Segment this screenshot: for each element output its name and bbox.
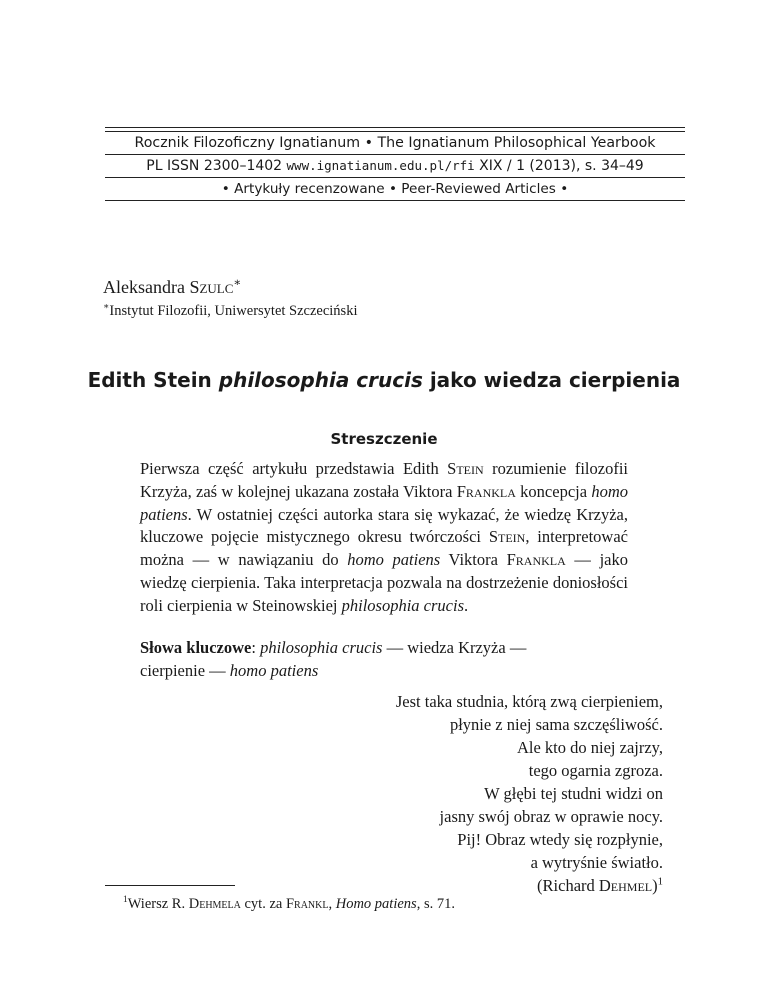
abstract-name: Frankla [506,550,566,570]
header-bottom-rule [105,200,685,201]
footnote-name: Dehmela [188,896,241,912]
abstract-name: Stein [447,459,484,478]
affiliation-mark: ∗ [103,302,110,313]
abstract-text: . W ostatniej części autorka stara się wykazać, że wiedzę Krzyża, kluczowe pojęcie mistycznego okresu twórczości [140,504,628,547]
footnote-rule [105,885,235,886]
footnote-text: Wiersz R. [127,896,189,912]
abstract-text: . [464,595,469,615]
poem-line: Ale kto do niej zajrzy, [516,738,663,757]
abstract-term: homo patiens [140,481,628,524]
title-part2: jako wiedza cierpienia [422,368,681,392]
author-name [103,277,241,298]
affiliation-text: Instytut Filozofii, Uniwersytet Szczeciński [109,303,358,319]
poem-line: tego ogarnia zgroza. [528,761,663,780]
journal-name-line: Rocznik Filozoficzny Ignatianum • The Ignatianum Philosophical Yearbook [134,135,656,151]
poem-line: a wytryśnie światło. [530,853,663,872]
journal-header [105,127,685,201]
keywords-label: Słowa kluczowe [140,638,252,657]
keywords [140,637,628,683]
issn: PL ISSN 2300–1402 [146,158,283,174]
abstract-text: Pierwsza część artykułu przedstawia Edith [140,459,448,478]
title-part1: Edith Stein [87,368,219,392]
footnote-number: 1 [123,895,128,906]
attribution-close: ) [652,876,658,895]
journal-url[interactable]: www.ignatianum.edu.pl/rfi [286,158,475,173]
title-italic: philosophia crucis [218,368,423,392]
keyword-3: cierpienie — [140,660,230,680]
abstract-term: homo patiens [347,550,441,570]
abstract-name: Frankla [456,481,516,501]
article-title [0,368,768,392]
poem-line: W głębi tej studni widzi on [484,784,663,803]
issn-line [105,155,685,177]
poem-line: jasny swój obraz w oprawie nocy. [439,807,663,826]
keyword-1: philosophia crucis [260,638,383,657]
abstract-paragraph [140,458,628,618]
volume-info: XIX / 1 (2013), s. 34–49 [479,158,644,174]
poem-attribution [396,874,663,897]
abstract-text: koncepcja [515,481,592,501]
abstract-name: Stein [488,527,526,547]
abstract-term: philosophia crucis [341,595,464,615]
poem-line: Jest taka studnia, którą zwą cierpieniem, [395,692,663,711]
footnote-text: , [328,896,336,912]
footnote-text: , s. 71. [416,896,455,912]
poem-line: płynie z niej sama szczęśliwość. [449,715,663,734]
abstract-text: Viktora [440,550,507,570]
abstract-text: rozumienie filozofii Krzyża, zaś w kolejnej ukazana została Viktora [140,459,628,501]
footnote-text: cyt. za [240,896,286,912]
author-affiliation [103,303,357,320]
footnote-book-title: Homo patiens [335,896,417,912]
footnote-name: Frankl [285,896,329,912]
abstract-text: , interpretować można — w nawiązaniu do [140,527,628,570]
author-first-name: Aleksandra [103,277,185,297]
attribution-open: (Richard [537,876,599,895]
peer-review-line: • Artykuły recenzowane • Peer-Reviewed Articles • [221,181,569,197]
keywords-colon: : [251,638,256,657]
author-last-name: Szulc [189,277,234,297]
keyword-2: — wiedza Krzyża — [382,638,527,657]
abstract-text: — jako wiedzę cierpienia. Taka interpretacja pozwala na dostrzeżenie doniosłości roli cierpienia w Steinowskiej [140,550,628,615]
abstract-heading: Streszczenie [330,430,438,448]
keyword-4: homo patiens [229,660,319,680]
attribution-name: Dehmel [598,876,653,895]
abstract-body [140,458,628,618]
author-mark: ∗ [233,276,242,289]
poem-line: Pij! Obraz wtedy się rozpłynie, [457,830,663,849]
footnote-ref[interactable]: 1 [657,875,663,888]
footnote [123,896,455,913]
epigraph-poem [396,690,663,897]
